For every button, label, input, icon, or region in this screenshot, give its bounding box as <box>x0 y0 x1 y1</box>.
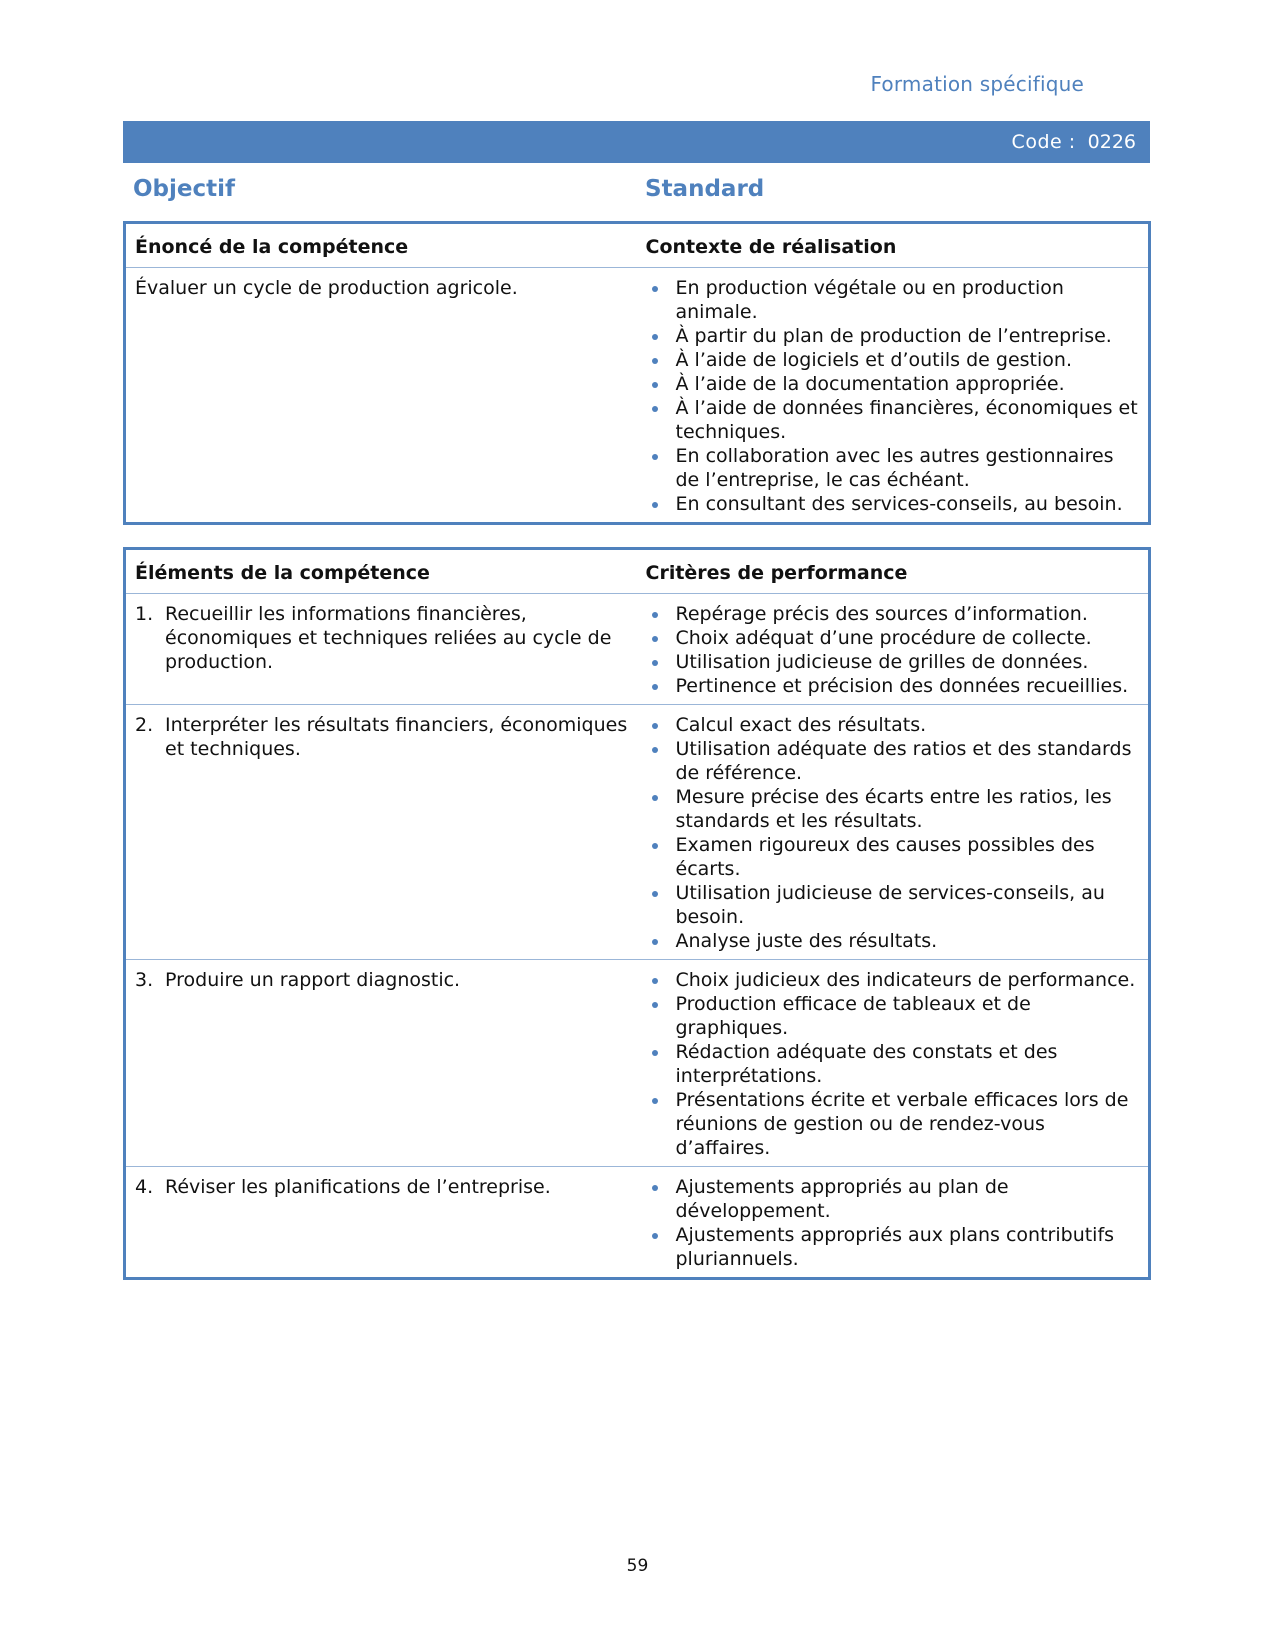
table-row <box>125 705 1150 960</box>
code-value: 0226 <box>1087 131 1136 153</box>
criteria-item: Présentations écrite et verbale efficaces lors de réunions de gestion ou de rendez-vous d’affaires. <box>646 1088 1140 1160</box>
criteria-item: Analyse juste des résultats. <box>646 929 1140 953</box>
context-cell <box>637 268 1150 524</box>
criteria-list <box>646 968 1140 1160</box>
element-number: 2. <box>135 714 154 736</box>
code-bar <box>123 121 1150 163</box>
criteria-item: Ajustements appropriés aux plans contributifs pluriannuels. <box>646 1223 1140 1271</box>
context-item: À l’aide de logiciels et d’outils de gestion. <box>646 348 1140 372</box>
criteria-item: Examen rigoureux des causes possibles des écarts. <box>646 833 1140 881</box>
element-number: 4. <box>135 1176 154 1198</box>
competence-statement: Évaluer un cycle de production agricole. <box>135 277 518 299</box>
context-list <box>646 276 1140 516</box>
context-item: En consultant des services-conseils, au besoin. <box>646 492 1140 516</box>
criteria-item: Pertinence et précision des données recueillies. <box>646 674 1140 698</box>
objectif-heading: Objectif <box>133 176 236 202</box>
criteria-item: Utilisation judicieuse de services-conseils, au besoin. <box>646 881 1140 929</box>
criteria-item: Choix adéquat d’une procédure de collecte. <box>646 626 1140 650</box>
context-item: À l’aide de données financières, économiques et techniques. <box>646 396 1140 444</box>
element-item <box>135 713 628 761</box>
context-item: À l’aide de la documentation appropriée. <box>646 372 1140 396</box>
table-row <box>125 594 1150 705</box>
context-item: En collaboration avec les autres gestionnaires de l’entreprise, le cas échéant. <box>646 444 1140 492</box>
context-item: À partir du plan de production de l’entreprise. <box>646 324 1140 348</box>
criteria-item: Choix judicieux des indicateurs de performance. <box>646 968 1140 992</box>
table-row <box>125 960 1150 1167</box>
element-number: 3. <box>135 969 154 991</box>
element-text: Recueillir les informations financières, économiques et techniques reliées au cycle de production. <box>165 603 612 673</box>
criteria-item: Repérage précis des sources d’information. <box>646 602 1140 626</box>
element-item <box>135 968 628 992</box>
standard-heading: Standard <box>645 176 765 202</box>
element-text: Réviser les planifications de l’entreprise. <box>165 1176 551 1198</box>
code-label: Code : <box>1011 131 1076 153</box>
context-header: Contexte de réalisation <box>637 223 1150 268</box>
criteria-item: Utilisation adéquate des ratios et des standards de référence. <box>646 737 1140 785</box>
section-headings <box>123 176 1150 212</box>
context-item: En production végétale ou en production animale. <box>646 276 1140 324</box>
elements-header: Éléments de la compétence <box>125 549 637 594</box>
criteria-header: Critères de performance <box>637 549 1150 594</box>
criteria-list <box>646 1175 1140 1271</box>
criteria-item: Production efficace de tableaux et de graphiques. <box>646 992 1140 1040</box>
criteria-item: Mesure précise des écarts entre les ratios, les standards et les résultats. <box>646 785 1140 833</box>
statement-header: Énoncé de la compétence <box>125 223 637 268</box>
criteria-item: Rédaction adéquate des constats et des interprétations. <box>646 1040 1140 1088</box>
criteria-item: Calcul exact des résultats. <box>646 713 1140 737</box>
table-row <box>125 1167 1150 1279</box>
element-text: Interpréter les résultats financiers, économiques et techniques. <box>165 714 628 760</box>
elements-table <box>123 547 1151 1280</box>
element-number: 1. <box>135 603 154 625</box>
criteria-list <box>646 602 1140 698</box>
criteria-list <box>646 713 1140 953</box>
criteria-item: Utilisation judicieuse de grilles de données. <box>646 650 1140 674</box>
element-item <box>135 1175 628 1199</box>
criteria-item: Ajustements appropriés au plan de développement. <box>646 1175 1140 1223</box>
page-number: 59 <box>626 1556 649 1576</box>
element-item <box>135 602 628 674</box>
section-label: Formation spécifique <box>870 72 1084 96</box>
element-text: Produire un rapport diagnostic. <box>165 969 461 991</box>
competence-table <box>123 221 1151 525</box>
